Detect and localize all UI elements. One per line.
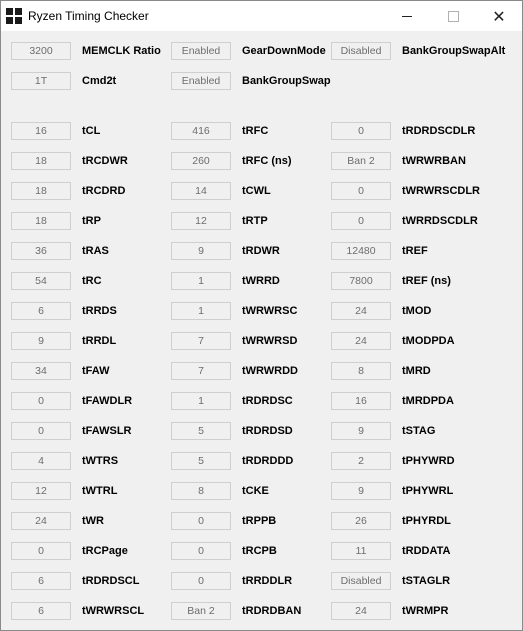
trfc-label: tRFC bbox=[242, 125, 269, 137]
tfaw-label: tFAW bbox=[82, 365, 110, 377]
trppb-value-field[interactable]: 0 bbox=[171, 512, 231, 530]
maximize-icon bbox=[448, 11, 459, 22]
tmrd-label: tMRD bbox=[402, 365, 431, 377]
geardownmode-value-field[interactable]: Enabled bbox=[171, 42, 231, 60]
tcwl-label: tCWL bbox=[242, 185, 271, 197]
window-title: Ryzen Timing Checker bbox=[28, 9, 149, 23]
tcke-value-field[interactable]: 8 bbox=[171, 482, 231, 500]
title-bar[interactable] bbox=[1, 1, 522, 31]
trp-label: tRP bbox=[82, 215, 101, 227]
trdrdscdlr-value-field[interactable]: 0 bbox=[331, 122, 391, 140]
tphywrd-label: tPHYWRD bbox=[402, 455, 455, 467]
twrwrsc-label: tWRWRSC bbox=[242, 305, 298, 317]
twrwrscl-value-field[interactable]: 6 bbox=[11, 602, 71, 620]
twrrd-value-field[interactable]: 1 bbox=[171, 272, 231, 290]
trddata-value-field[interactable]: 11 bbox=[331, 542, 391, 560]
tstag-label: tSTAG bbox=[402, 425, 436, 437]
trrddlr-value-field[interactable]: 0 bbox=[171, 572, 231, 590]
twrrd-label: tWRRD bbox=[242, 275, 280, 287]
tfawdlr-label: tFAWDLR bbox=[82, 395, 133, 407]
tref-ns-label: tREF (ns) bbox=[402, 275, 451, 287]
tmrdpda-value-field[interactable]: 16 bbox=[331, 392, 391, 410]
minimize-icon bbox=[402, 16, 412, 17]
memclk-ratio-label: MEMCLK Ratio bbox=[82, 45, 161, 57]
trcdwr-value-field[interactable]: 18 bbox=[11, 152, 71, 170]
trcdwr-label: tRCDWR bbox=[82, 155, 128, 167]
twtrs-value-field[interactable]: 4 bbox=[11, 452, 71, 470]
close-button[interactable] bbox=[476, 1, 522, 31]
tphyrdl-label: tPHYRDL bbox=[402, 515, 451, 527]
trdrdsd-value-field[interactable]: 5 bbox=[171, 422, 231, 440]
trfc-ns-value-field[interactable]: 260 bbox=[171, 152, 231, 170]
trcpb-value-field[interactable]: 0 bbox=[171, 542, 231, 560]
bankgroupswap-value-field[interactable]: Enabled bbox=[171, 72, 231, 90]
trcpb-label: tRCPB bbox=[242, 545, 277, 557]
twrrdscdlr-label: tWRRDSCDLR bbox=[402, 215, 478, 227]
trdrddd-value-field[interactable]: 5 bbox=[171, 452, 231, 470]
tmrd-value-field[interactable]: 8 bbox=[331, 362, 391, 380]
twr-value-field[interactable]: 24 bbox=[11, 512, 71, 530]
twrwrban-value-field[interactable]: Ban 2 bbox=[331, 152, 391, 170]
trrdl-label: tRRDL bbox=[82, 335, 117, 347]
tphywrd-value-field[interactable]: 2 bbox=[331, 452, 391, 470]
trp-value-field[interactable]: 18 bbox=[11, 212, 71, 230]
timings-panel bbox=[1, 31, 522, 630]
trrdl-value-field[interactable]: 9 bbox=[11, 332, 71, 350]
twrwrscl-label: tWRWRSCL bbox=[82, 605, 145, 617]
twrwrban-label: tWRWRBAN bbox=[402, 155, 466, 167]
trdrdsc-value-field[interactable]: 1 bbox=[171, 392, 231, 410]
tcke-label: tCKE bbox=[242, 485, 269, 497]
trcdrd-value-field[interactable]: 18 bbox=[11, 182, 71, 200]
tfaw-value-field[interactable]: 34 bbox=[11, 362, 71, 380]
tcwl-value-field[interactable]: 14 bbox=[171, 182, 231, 200]
tmodpda-label: tMODPDA bbox=[402, 335, 455, 347]
twr-label: tWR bbox=[82, 515, 104, 527]
trrds-label: tRRDS bbox=[82, 305, 117, 317]
trtp-label: tRTP bbox=[242, 215, 268, 227]
cmd2t-label: Cmd2t bbox=[82, 75, 117, 87]
tphywrl-value-field[interactable]: 9 bbox=[331, 482, 391, 500]
tstaglr-value-field[interactable]: Disabled bbox=[331, 572, 391, 590]
tmodpda-value-field[interactable]: 24 bbox=[331, 332, 391, 350]
trfc-value-field[interactable]: 416 bbox=[171, 122, 231, 140]
bankgroupswapalt-label: BankGroupSwapAlt bbox=[402, 45, 506, 57]
tmrdpda-label: tMRDPDA bbox=[402, 395, 454, 407]
tcl-value-field[interactable]: 16 bbox=[11, 122, 71, 140]
trrds-value-field[interactable]: 6 bbox=[11, 302, 71, 320]
bankgroupswap-label: BankGroupSwap bbox=[242, 75, 331, 87]
twrrdscdlr-value-field[interactable]: 0 bbox=[331, 212, 391, 230]
tras-value-field[interactable]: 36 bbox=[11, 242, 71, 260]
tcl-label: tCL bbox=[82, 125, 101, 137]
trdwr-value-field[interactable]: 9 bbox=[171, 242, 231, 260]
trrddlr-label: tRRDDLR bbox=[242, 575, 293, 587]
tras-label: tRAS bbox=[82, 245, 109, 257]
geardownmode-label: GearDownMode bbox=[242, 45, 326, 57]
trdrdban-label: tRDRDBAN bbox=[242, 605, 302, 617]
trdrdscl-label: tRDRDSCL bbox=[82, 575, 140, 587]
tfawslr-value-field[interactable]: 0 bbox=[11, 422, 71, 440]
trc-label: tRC bbox=[82, 275, 102, 287]
trc-value-field[interactable]: 54 bbox=[11, 272, 71, 290]
tmod-label: tMOD bbox=[402, 305, 432, 317]
trdrdsc-label: tRDRDSC bbox=[242, 395, 293, 407]
tphyrdl-value-field[interactable]: 26 bbox=[331, 512, 391, 530]
bankgroupswapalt-value-field[interactable]: Disabled bbox=[331, 42, 391, 60]
close-icon: ✕ bbox=[492, 6, 506, 26]
tstaglr-label: tSTAGLR bbox=[402, 575, 451, 587]
trcdrd-label: tRCDRD bbox=[82, 185, 126, 197]
twtrs-label: tWTRS bbox=[82, 455, 119, 467]
trddata-label: tRDDATA bbox=[402, 545, 451, 557]
twrwrdd-value-field[interactable]: 7 bbox=[171, 362, 231, 380]
twrwrsd-value-field[interactable]: 7 bbox=[171, 332, 231, 350]
twrwrscdlr-label: tWRWRSCDLR bbox=[402, 185, 481, 197]
trcpage-value-field[interactable]: 0 bbox=[11, 542, 71, 560]
tmod-value-field[interactable]: 24 bbox=[331, 302, 391, 320]
twrmpr-label: tWRMPR bbox=[402, 605, 449, 617]
trcpage-label: tRCPage bbox=[82, 545, 128, 557]
trfc-ns-label: tRFC (ns) bbox=[242, 155, 292, 167]
tref-value-field[interactable]: 12480 bbox=[331, 242, 391, 260]
twtrl-value-field[interactable]: 12 bbox=[11, 482, 71, 500]
twtrl-label: tWTRL bbox=[82, 485, 118, 497]
twrwrscdlr-value-field[interactable]: 0 bbox=[331, 182, 391, 200]
trdwr-label: tRDWR bbox=[242, 245, 280, 257]
tphywrl-label: tPHYWRL bbox=[402, 485, 454, 497]
tfawdlr-value-field[interactable]: 0 bbox=[11, 392, 71, 410]
twrwrsd-label: tWRWRSD bbox=[242, 335, 298, 347]
trdrdscl-value-field[interactable]: 6 bbox=[11, 572, 71, 590]
tfawslr-label: tFAWSLR bbox=[82, 425, 132, 437]
trdrdsd-label: tRDRDSD bbox=[242, 425, 293, 437]
trtp-value-field[interactable]: 12 bbox=[171, 212, 231, 230]
maximize-button[interactable] bbox=[430, 1, 476, 31]
tref-label: tREF bbox=[402, 245, 428, 257]
tstag-value-field[interactable]: 9 bbox=[331, 422, 391, 440]
cmd2t-value-field[interactable]: 1T bbox=[11, 72, 71, 90]
twrmpr-value-field[interactable]: 24 bbox=[331, 602, 391, 620]
minimize-button[interactable] bbox=[384, 1, 430, 31]
memclk-ratio-value-field[interactable]: 3200 bbox=[11, 42, 71, 60]
trppb-label: tRPPB bbox=[242, 515, 277, 527]
twrwrsc-value-field[interactable]: 1 bbox=[171, 302, 231, 320]
twrwrdd-label: tWRWRDD bbox=[242, 365, 299, 377]
app-icon bbox=[6, 8, 22, 24]
trdrdban-value-field[interactable]: Ban 2 bbox=[171, 602, 231, 620]
trdrddd-label: tRDRDDD bbox=[242, 455, 294, 467]
tref-ns-value-field[interactable]: 7800 bbox=[331, 272, 391, 290]
trdrdscdlr-label: tRDRDSCDLR bbox=[402, 125, 476, 137]
